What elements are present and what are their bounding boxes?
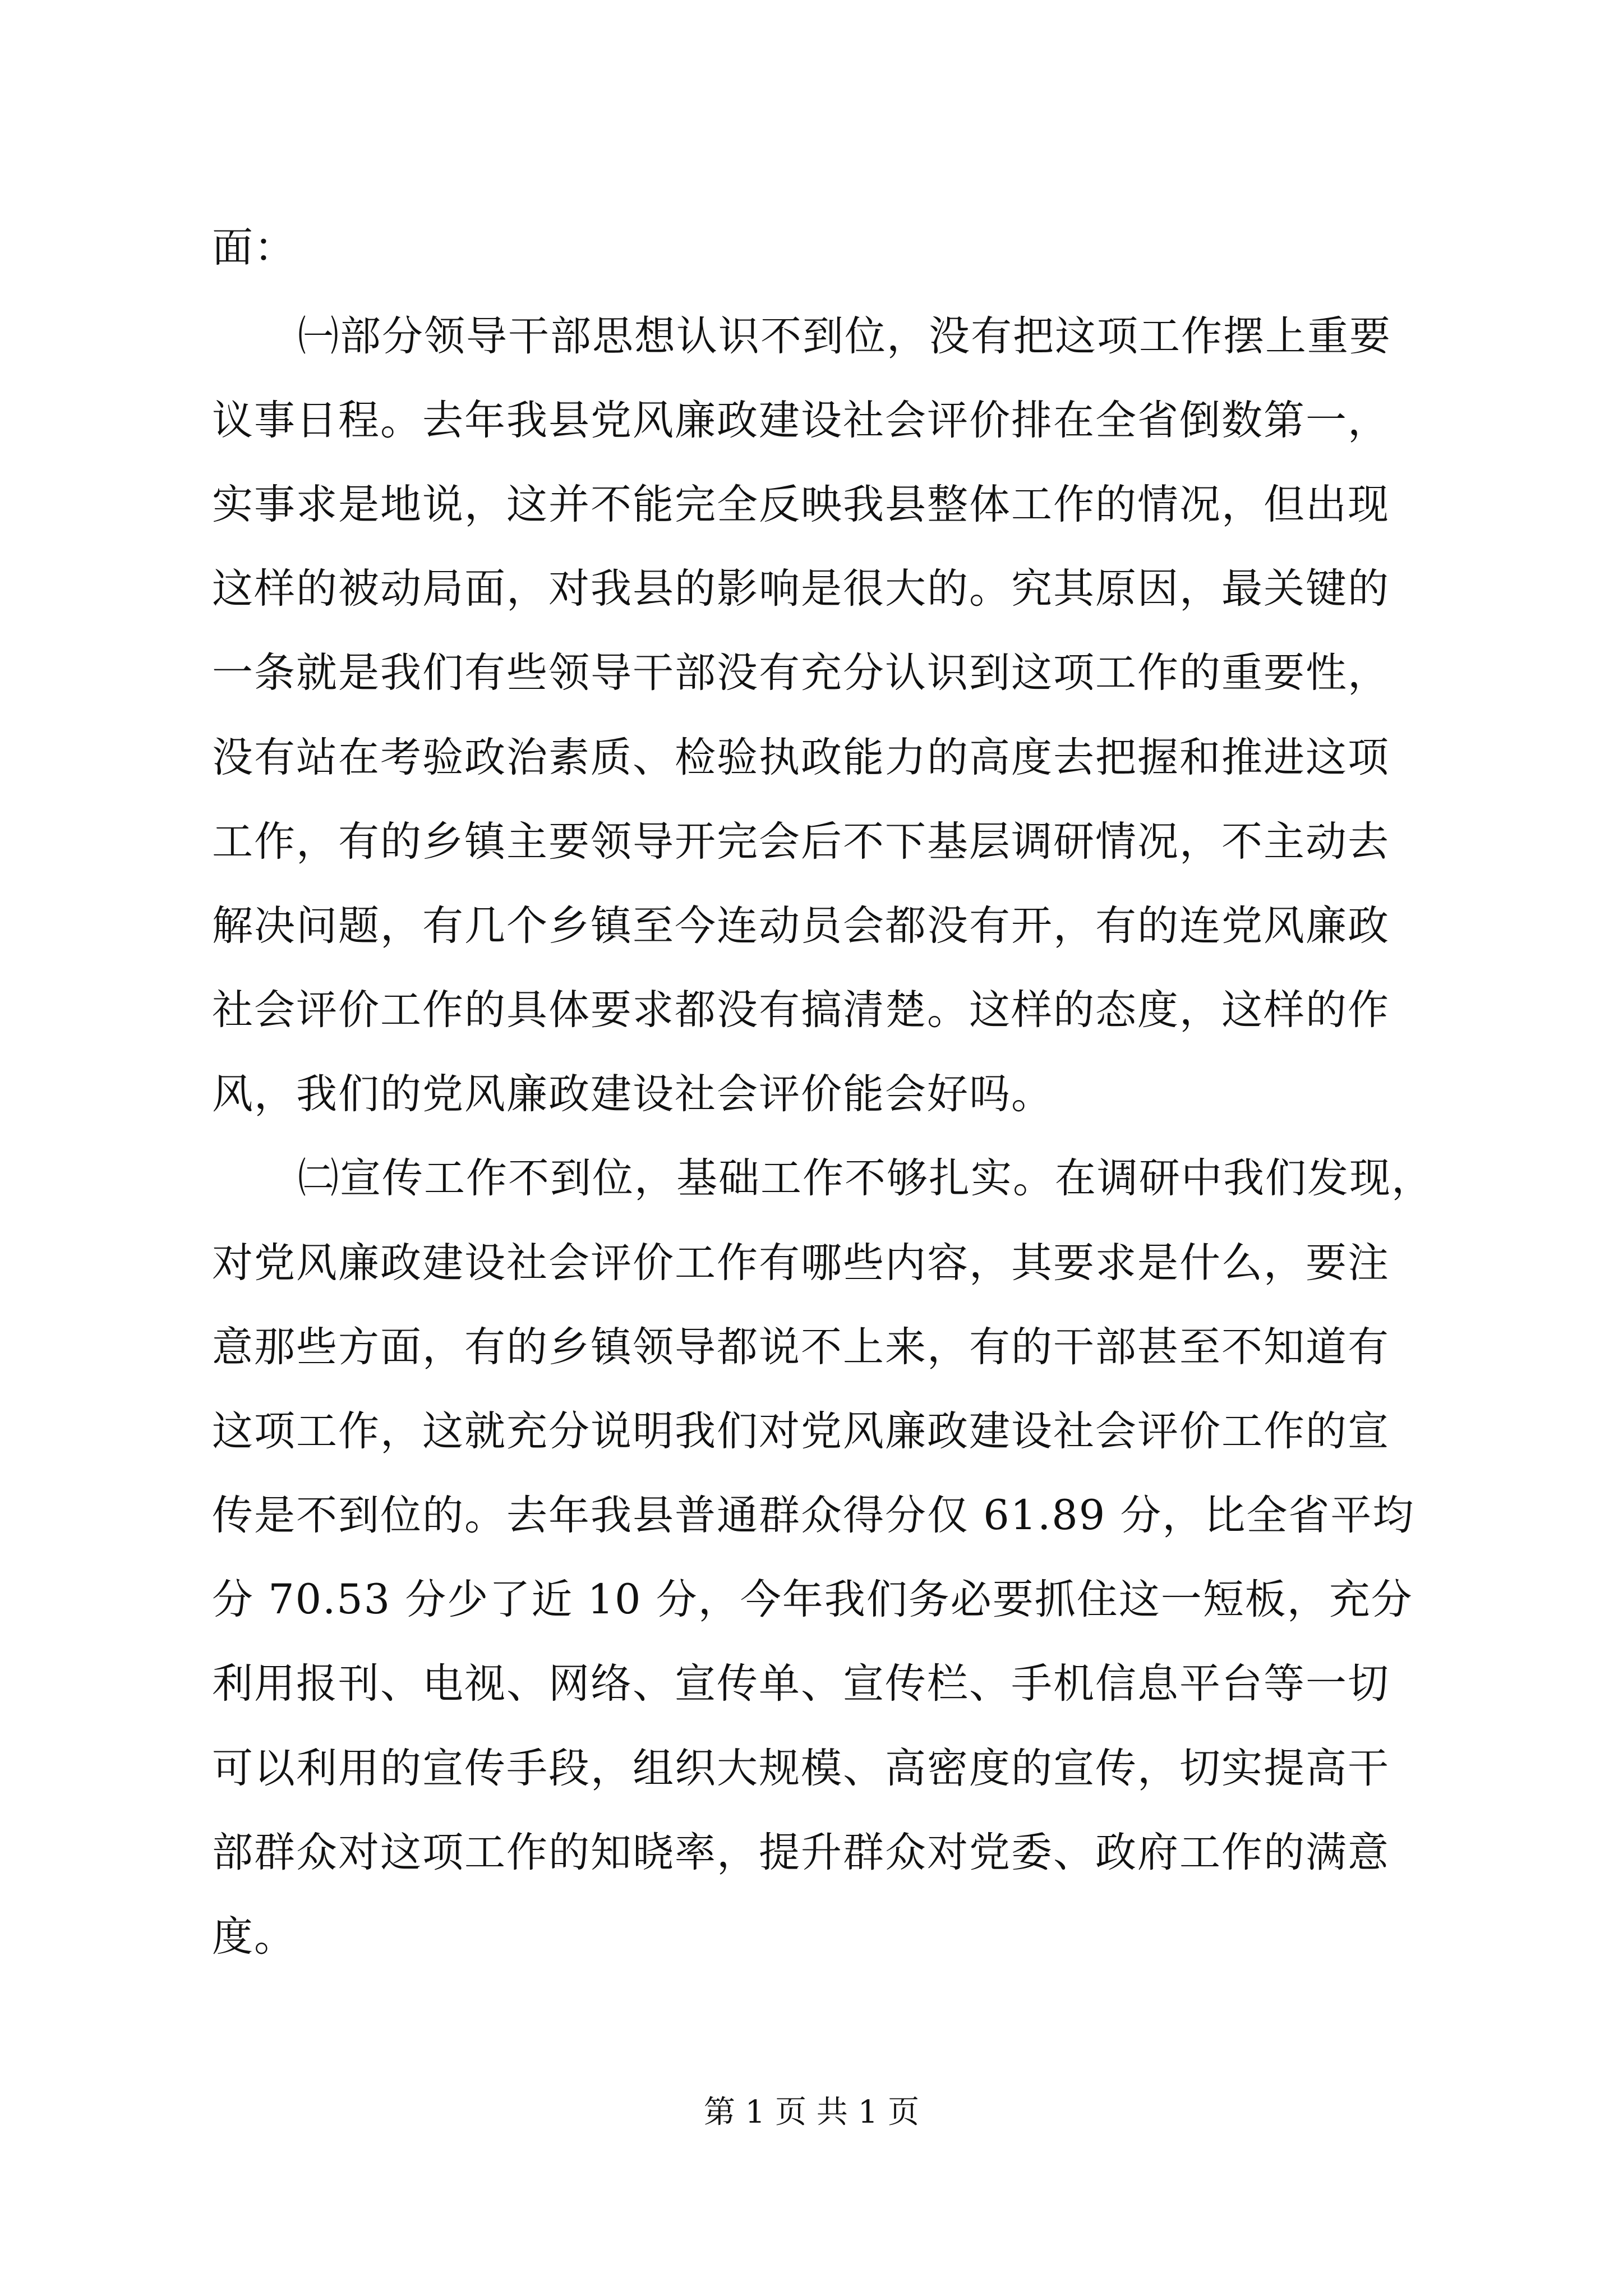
text-line-16: 传是不到位的。去年我县普通群众得分仅 61.89 分，比全省平均	[212, 1492, 1415, 1539]
text-line-6: 一条就是我们有些领导干部没有充分认识到这项工作的重要性，	[212, 649, 1390, 697]
text-line-13: 对党风廉政建设社会评价工作有哪些内容，其要求是什么，要注	[212, 1239, 1390, 1287]
text-line-2: ㈠部分领导干部思想认识不到位，没有把这项工作摆上重要	[298, 312, 1391, 360]
text-line-5: 这样的被动局面，对我县的影响是很大的。究其原因，最关键的	[212, 565, 1390, 613]
text-line-9: 解决问题，有几个乡镇至今连动员会都没有开，有的连党风廉政	[212, 902, 1390, 950]
text-line-12: ㈡宣传工作不到位，基础工作不够扎实。在调研中我们发现，	[298, 1154, 1433, 1202]
text-line-10: 社会评价工作的具体要求都没有搞清楚。这样的态度，这样的作	[212, 986, 1390, 1034]
text-line-19: 可以利用的宣传手段，组织大规模、高密度的宣传，切实提高干	[212, 1745, 1390, 1792]
text-line-20: 部群众对这项工作的知晓率，提升群众对党委、政府工作的满意	[212, 1829, 1390, 1876]
text-line-1: 面：	[212, 224, 296, 272]
text-line-8: 工作，有的乡镇主要领导开完会后不下基层调研情况，不主动去	[212, 818, 1390, 866]
text-line-14: 意那些方面，有的乡镇领导都说不上来，有的干部甚至不知道有	[212, 1323, 1390, 1371]
text-line-4: 实事求是地说，这并不能完全反映我县整体工作的情况，但出现	[212, 481, 1390, 528]
text-line-7: 没有站在考验政治素质、检验执政能力的高度去把握和推进这项	[212, 734, 1390, 781]
text-line-21: 度。	[212, 1913, 296, 1961]
text-line-18: 利用报刊、电视、网络、宣传单、宣传栏、手机信息平台等一切	[212, 1660, 1390, 1708]
text-line-3: 议事日程。去年我县党风廉政建设社会评价排在全省倒数第一，	[212, 397, 1390, 444]
text-line-17: 分 70.53 分少了近 10 分，今年我们务必要抓住这一短板，充分	[212, 1576, 1413, 1623]
text-line-15: 这项工作，这就充分说明我们对党风廉政建设社会评价工作的宣	[212, 1407, 1390, 1455]
page-footer: 第 1 页 共 1 页	[703, 2094, 920, 2131]
text-line-11: 风，我们的党风廉政建设社会评价能会好吗。	[212, 1070, 1053, 1118]
